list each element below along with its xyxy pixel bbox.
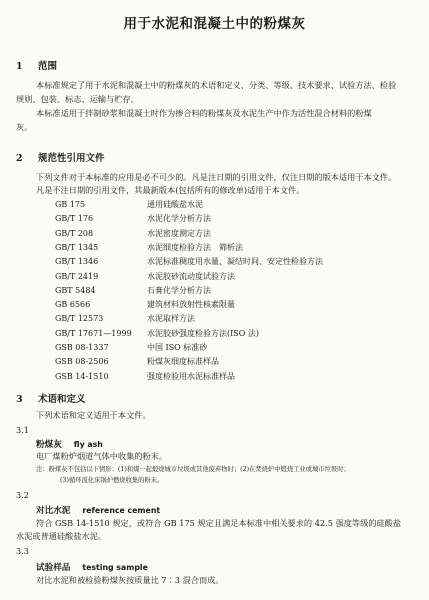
term-heading — [36, 561, 148, 573]
reference-name: 水泥胶砂强度检验方法(ISO 法) — [147, 328, 259, 338]
reference-item — [55, 286, 211, 296]
reference-code: GB/T 176 — [55, 214, 94, 224]
reference-code: GSB 08-1337 — [55, 343, 109, 352]
term-number: 3.1 — [16, 425, 30, 435]
section-number: 1 — [16, 61, 23, 72]
paragraph-line: 凡是不注日期的引用文件，其最新版本(包括所有的修改单)适用于本文件。 — [36, 185, 305, 195]
document-title: 用于水泥和混凝土中的粉煤灰 — [123, 16, 306, 32]
reference-name: 水泥密度测定方法 — [147, 228, 211, 238]
reference-name: 中国 ISO 标准砂 — [147, 343, 208, 352]
reference-item — [55, 314, 195, 324]
reference-item — [55, 214, 211, 224]
term-definition: 电厂煤粉炉烟道气体中收集的粉末。 — [36, 451, 168, 461]
paragraph-line: 本标准适用于拌制砂浆和混凝土时作为掺合料的粉煤灰及水泥生产中作为活性混合材料的粉煤 — [36, 108, 372, 118]
reference-name: 水泥胶砂流动度试验方法 — [147, 271, 235, 281]
reference-code: GB 6566 — [55, 300, 91, 310]
reference-code: GB/T 2419 — [55, 271, 99, 281]
reference-code: GB 175 — [55, 200, 86, 209]
term-number: 3.3 — [16, 546, 30, 556]
term-note: 注：粉煤灰不包括以下情形：(1)和煤一起煅烧城市垃圾或其他废弃物时；(2)在焚烧炉中煅烧工业或城市垃圾时； — [36, 466, 350, 473]
reference-item — [55, 300, 235, 310]
section-1-heading — [16, 58, 57, 72]
reference-code: GSB 14-1510 — [55, 371, 109, 381]
reference-code: GB/T 12573 — [55, 314, 104, 324]
term-chinese: 粉煤灰 — [36, 440, 62, 450]
reference-name: 水泥标准稠度用水量、凝结时间、安定性检验方法 — [147, 257, 323, 267]
section-number: 3 — [16, 394, 23, 405]
reference-item — [55, 357, 219, 367]
reference-name: 水泥化学分析方法 — [147, 214, 211, 224]
term-chinese: 试验样品 — [36, 563, 71, 573]
paragraph-line: 下列文件对于本标准的应用是必不可少的。凡是注日期的引用文件，仅注日期的版本适用于本文件。 — [36, 172, 397, 182]
paragraph-line: 规则、包装、标志、运输与贮存。 — [16, 94, 139, 104]
term-chinese: 对比水泥 — [36, 506, 71, 516]
reference-name: 水泥取样方法 — [147, 314, 195, 324]
reference-name: 通用硅酸盐水泥 — [147, 200, 203, 209]
section-number: 2 — [16, 153, 23, 164]
paragraph-line: 下列术语和定义适用于本文件。 — [36, 410, 151, 420]
reference-name: 水泥细度检验方法 筛析法 — [147, 242, 243, 252]
reference-code: GB/T 17671—1999 — [55, 328, 132, 338]
reference-item — [55, 343, 207, 353]
term-definition: 对比水泥和被检验粉煤灰按质量比 7∶3 混合而成。 — [36, 575, 224, 585]
reference-code: GB/T 1345 — [55, 242, 99, 252]
section-3-heading — [16, 391, 86, 405]
reference-name: 粉煤灰细度标准样品 — [147, 357, 219, 367]
reference-item — [55, 200, 203, 210]
reference-name: 建筑材料放射性核素限量 — [147, 300, 235, 310]
reference-item — [55, 243, 243, 253]
reference-item — [55, 229, 211, 239]
reference-code: GB/T 1346 — [55, 257, 99, 267]
paragraph-line: 本标准规定了用于水泥和混凝土中的粉煤灰的术语和定义、分类、等级、技术要求、试验方法、检验 — [36, 80, 397, 90]
reference-item — [55, 257, 323, 267]
term-note: (3)循环流化床锅炉燃烧收集的粉末。 — [60, 477, 164, 484]
term-heading — [36, 504, 160, 516]
term-english: reference cement — [82, 506, 161, 515]
term-definition: 水泥或普通硅酸盐水泥。 — [16, 531, 107, 541]
reference-item — [55, 329, 259, 339]
term-english: testing sample — [82, 563, 148, 572]
reference-item — [55, 272, 235, 282]
section-title: 规范性引用文件 — [38, 153, 105, 164]
term-heading — [36, 438, 103, 450]
section-title: 范围 — [38, 61, 58, 72]
section-2-heading — [16, 150, 105, 164]
reference-name: 强度检验用水泥标准样品 — [147, 371, 235, 381]
section-title: 术语和定义 — [38, 394, 86, 405]
paragraph-line: 灰。 — [16, 122, 33, 132]
reference-item — [55, 372, 235, 382]
reference-code: GBT 5484 — [55, 285, 96, 295]
reference-code: GSB 08-2506 — [55, 357, 109, 367]
term-english: fly ash — [73, 440, 103, 449]
reference-name: 石膏化学分析方法 — [147, 285, 211, 295]
reference-code: GB/T 208 — [55, 228, 94, 238]
term-definition: 符合 GSB 14-1510 规定，或符合 GB 175 规定且满足本标准中相关要求的 42.5 强度等级的硅酸盐 — [36, 518, 402, 528]
term-number: 3.2 — [16, 490, 30, 500]
